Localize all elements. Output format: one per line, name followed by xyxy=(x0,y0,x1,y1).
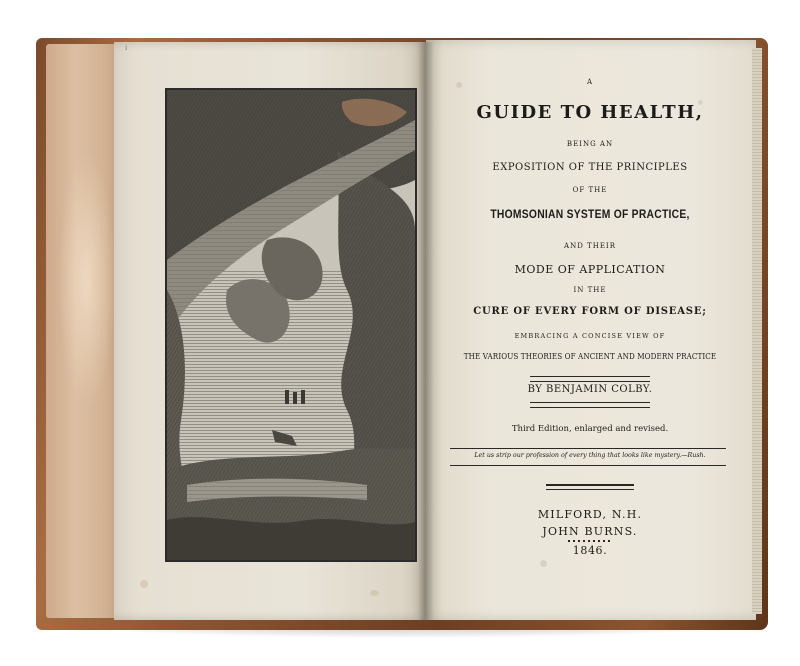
foxing-spot xyxy=(370,590,379,596)
edition-line: Third Edition, enlarged and revised. xyxy=(511,424,669,434)
imprint-publisher: JOHN BURNS. xyxy=(542,525,638,538)
subtitle-system: THOMSONIAN SYSTEM OF PRACTICE, xyxy=(490,207,690,221)
page-edges xyxy=(752,48,762,614)
rule-above-author xyxy=(530,376,650,382)
subtitle-exposition: EXPOSITION OF THE PRINCIPLES xyxy=(492,162,688,173)
gutter-shadow xyxy=(418,42,434,620)
author-line: BY BENJAMIN COLBY. xyxy=(527,384,653,395)
foxing-spot xyxy=(456,82,462,88)
subtitle-embracing: EMBRACING A CONCISE VIEW OF xyxy=(514,332,666,340)
imprint-year: 1846. xyxy=(572,544,608,557)
foxing-spot xyxy=(698,100,703,105)
foxing-spot xyxy=(540,560,547,567)
forest-scene-engraving-icon xyxy=(167,90,415,560)
rule-below-author xyxy=(530,402,650,408)
imprint-place: MILFORD, N.H. xyxy=(537,508,643,521)
imprint-dots xyxy=(568,540,612,542)
folio-mark: i xyxy=(125,44,128,52)
subtitle-being-an: BEING AN xyxy=(566,140,614,148)
subtitle-cure: CURE OF EVERY FORM OF DISEASE; xyxy=(473,306,707,317)
subtitle-and-their: AND THEIR xyxy=(564,242,616,250)
subtitle-of-the: OF THE xyxy=(572,186,608,194)
subtitle-theories: THE VARIOUS THEORIES OF ANCIENT AND MODERN PRACTICE xyxy=(463,352,717,361)
subtitle-mode: MODE OF APPLICATION xyxy=(514,263,666,276)
foxing-spot xyxy=(140,580,148,588)
title-article: A xyxy=(586,78,594,86)
subtitle-in-the: IN THE xyxy=(573,286,607,294)
book-title: GUIDE TO HEALTH, xyxy=(476,102,704,123)
motto-line: Let us strip our profession of every thing that looks like mystery.—Rush. xyxy=(474,452,706,459)
ornament-rule xyxy=(546,484,634,490)
endpaper-stain xyxy=(58,150,116,410)
frontispiece-engraving xyxy=(165,88,417,562)
